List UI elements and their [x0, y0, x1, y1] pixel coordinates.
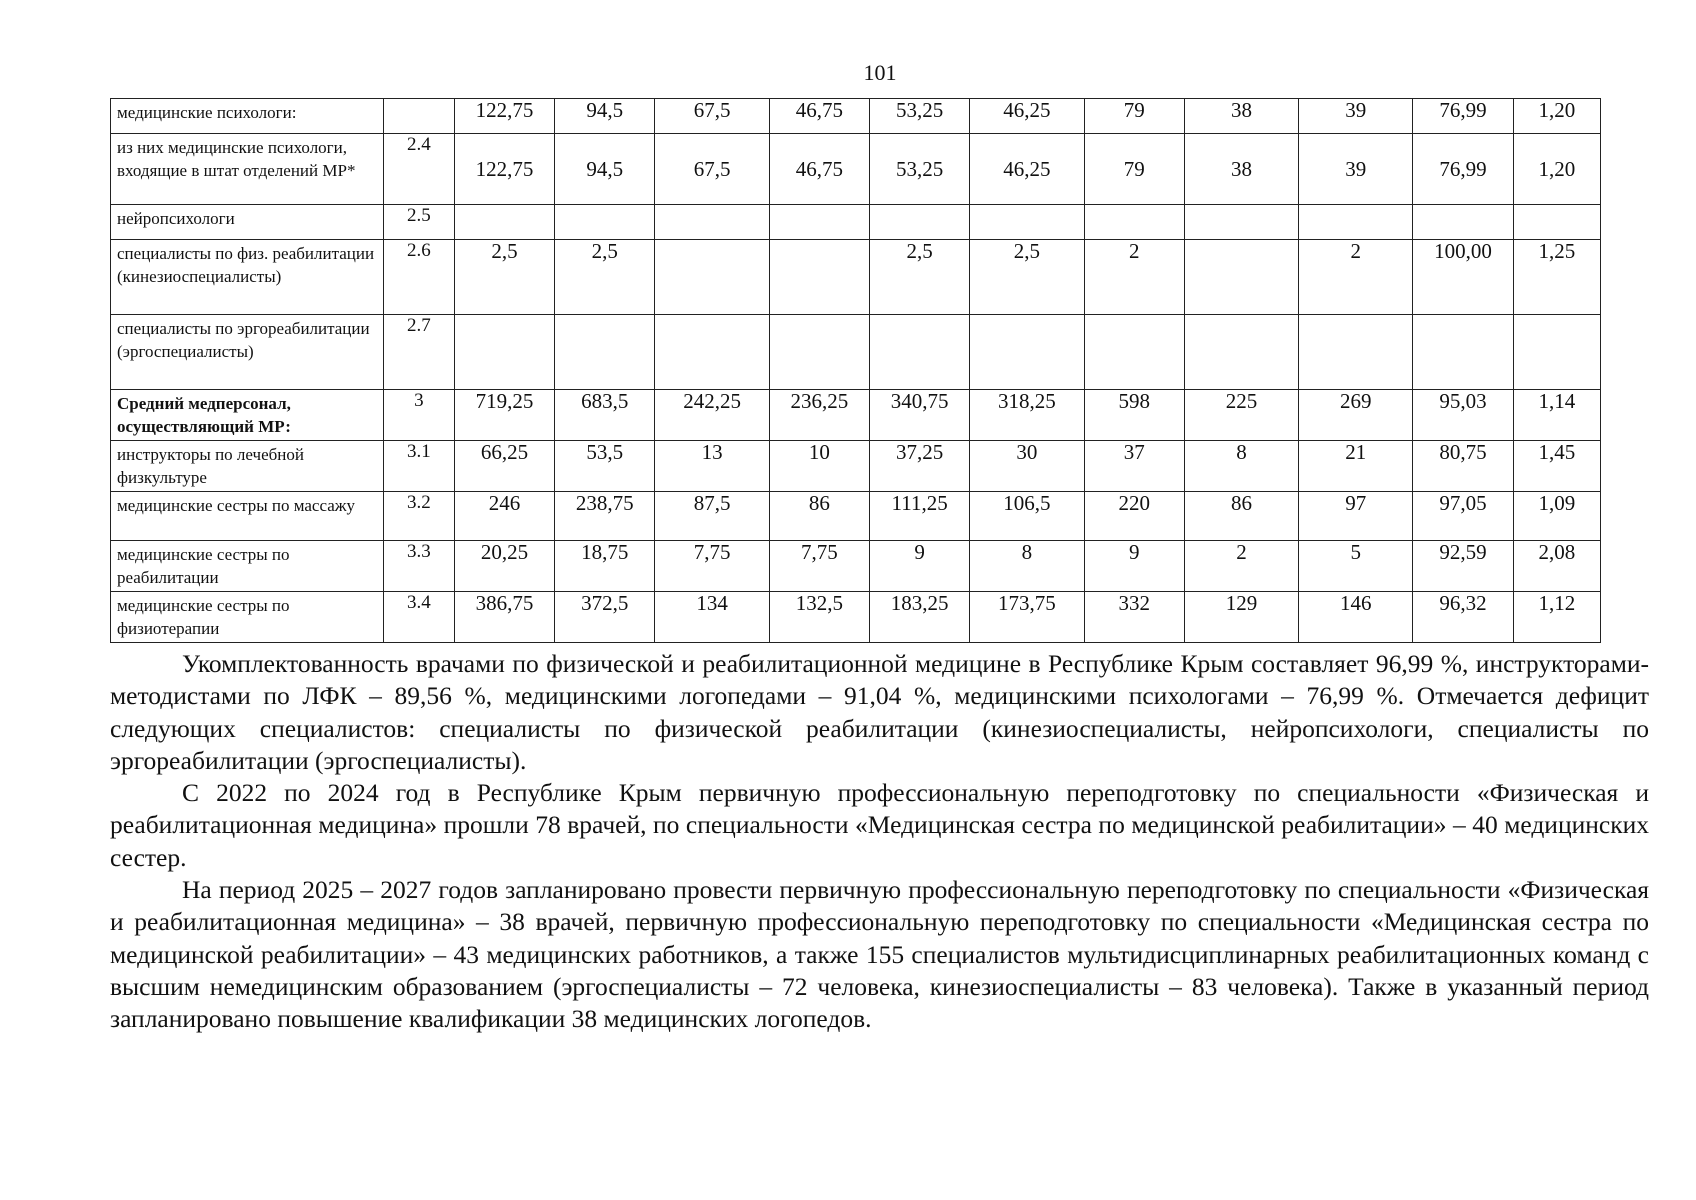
row-code: 2.6: [383, 240, 454, 315]
table-cell: [1413, 205, 1513, 240]
table-cell: 719,25: [454, 390, 554, 441]
row-label: из них медицинские психологи, входящие в штат отделений МР*: [111, 134, 384, 205]
table-cell: 1,45: [1513, 441, 1600, 492]
table-cell: 79: [1084, 99, 1184, 134]
table-cell: 1,25: [1513, 240, 1600, 315]
table-cell: [655, 240, 769, 315]
table-cell: 20,25: [454, 541, 554, 592]
table-cell: 53,25: [870, 99, 970, 134]
table-cell: 1,20: [1513, 99, 1600, 134]
table-cell: 2,08: [1513, 541, 1600, 592]
table-row: [111, 240, 1601, 315]
table-cell: 94,5: [555, 99, 655, 134]
table-row: [111, 492, 1601, 541]
table-cell: 318,25: [970, 390, 1084, 441]
table-cell: 173,75: [970, 592, 1084, 643]
table-cell: [1513, 315, 1600, 390]
row-code: 3: [383, 390, 454, 441]
table-cell: [769, 205, 869, 240]
table-cell: [870, 315, 970, 390]
table-cell: 129: [1184, 592, 1298, 643]
staffing-table: [110, 98, 1601, 643]
table-cell: 225: [1184, 390, 1298, 441]
table-cell: 7,75: [655, 541, 769, 592]
table-cell: 79: [1084, 134, 1184, 205]
table-cell: 13: [655, 441, 769, 492]
paragraph: Укомплектованность врачами по физической и реабилитационной медицине в Республике Крым составляет 96,99 %, инструкторами-методистами по ЛФК – 89,56 %, медицинскими логопедами – 91,04 %, медицинскими психологами – 76,99 %. Отмечается дефицит следующих специалистов: специалисты по физической реабилитации (кинезиоспециалисты, нейропсихологи, специалисты по эргореабилитации (эргоспециалисты).: [110, 649, 1649, 775]
table-cell: 46,75: [769, 99, 869, 134]
row-label: медицинские сестры по физиотерапии: [111, 592, 384, 643]
table-cell: [1413, 315, 1513, 390]
table-cell: 38: [1184, 99, 1298, 134]
table-cell: 242,25: [655, 390, 769, 441]
table-cell: 92,59: [1413, 541, 1513, 592]
table-cell: 1,20: [1513, 134, 1600, 205]
table-cell: 220: [1084, 492, 1184, 541]
table-cell: 46,75: [769, 134, 869, 205]
table-cell: 1,14: [1513, 390, 1600, 441]
table-cell: 372,5: [555, 592, 655, 643]
row-code: [383, 99, 454, 134]
table-cell: [970, 315, 1084, 390]
row-label: медицинские психологи:: [111, 99, 384, 134]
row-code: 3.3: [383, 541, 454, 592]
table-cell: 5: [1299, 541, 1413, 592]
table-cell: [769, 240, 869, 315]
table-cell: 94,5: [555, 134, 655, 205]
table-cell: 9: [1084, 541, 1184, 592]
table-row: [111, 390, 1601, 441]
table-cell: 53,25: [870, 134, 970, 205]
table-cell: 7,75: [769, 541, 869, 592]
table-cell: [454, 315, 554, 390]
table-cell: 238,75: [555, 492, 655, 541]
table-cell: 340,75: [870, 390, 970, 441]
table-cell: 53,5: [555, 441, 655, 492]
table-cell: [555, 315, 655, 390]
row-label: медицинские сестры по массажу: [111, 492, 384, 541]
table-cell: 598: [1084, 390, 1184, 441]
table-cell: 183,25: [870, 592, 970, 643]
row-code: 3.1: [383, 441, 454, 492]
table-cell: 86: [1184, 492, 1298, 541]
table-cell: 46,25: [970, 134, 1084, 205]
table-cell: [1513, 205, 1600, 240]
table-cell: 1,12: [1513, 592, 1600, 643]
table-cell: 2: [1299, 240, 1413, 315]
table-cell: [1184, 315, 1298, 390]
row-code: 2.4: [383, 134, 454, 205]
table-cell: 146: [1299, 592, 1413, 643]
table-cell: 8: [1184, 441, 1298, 492]
table-cell: 332: [1084, 592, 1184, 643]
table-cell: [970, 205, 1084, 240]
row-label: нейропсихологи: [111, 205, 384, 240]
table-cell: 39: [1299, 134, 1413, 205]
table-cell: [1184, 205, 1298, 240]
table-cell: 106,5: [970, 492, 1084, 541]
table-cell: 269: [1299, 390, 1413, 441]
table-cell: 8: [970, 541, 1084, 592]
table-cell: 1,09: [1513, 492, 1600, 541]
table-cell: [555, 205, 655, 240]
table-cell: 2: [1184, 541, 1298, 592]
table-cell: 21: [1299, 441, 1413, 492]
table-cell: 67,5: [655, 99, 769, 134]
paragraph: С 2022 по 2024 год в Республике Крым первичную профессиональную переподготовку по специальности «Физическая и реабилитационная медицина» прошли 78 врачей, по специальности «Медицинская сестра по медицинской реабилитации» – 40 медицинских сестер.: [110, 778, 1649, 872]
body-text: [110, 648, 1649, 1036]
table-cell: 38: [1184, 134, 1298, 205]
table-cell: 2,5: [970, 240, 1084, 315]
table-cell: [655, 205, 769, 240]
table-cell: 87,5: [655, 492, 769, 541]
table-cell: [1299, 205, 1413, 240]
table-cell: [1299, 315, 1413, 390]
table-row: [111, 441, 1601, 492]
row-code: 3.2: [383, 492, 454, 541]
table-cell: 122,75: [454, 134, 554, 205]
row-label: Средний медперсонал, осуществляющий МР:: [111, 390, 384, 441]
table-cell: 66,25: [454, 441, 554, 492]
table-cell: 39: [1299, 99, 1413, 134]
table-cell: 30: [970, 441, 1084, 492]
table-cell: 111,25: [870, 492, 970, 541]
table-cell: 96,32: [1413, 592, 1513, 643]
table-cell: 76,99: [1413, 99, 1513, 134]
table-cell: 46,25: [970, 99, 1084, 134]
row-label: инструкторы по лечебной физкультуре: [111, 441, 384, 492]
row-code: 2.7: [383, 315, 454, 390]
paragraph: На период 2025 – 2027 годов запланировано провести первичную профессиональную переподготовку по специальности «Физическая и реабилитационная медицина» – 38 врачей, первичную профессиональную переподготовку по специальности «Медицинская сестра по медицинской реабилитации» – 43 медицинских работников, а также 155 специалистов мультидисциплинарных реабилитационных команд с высшим немедицинским образованием (эргоспециалисты – 72 человека, кинезиоспециалисты – 83 человека). Также в указанный период запланировано повышение квалификации 38 медицинских логопедов.: [110, 875, 1649, 1034]
table-cell: 122,75: [454, 99, 554, 134]
row-label: медицинские сестры по реабилитации: [111, 541, 384, 592]
table-row: [111, 592, 1601, 643]
table-cell: [454, 205, 554, 240]
table-cell: 18,75: [555, 541, 655, 592]
row-label: специалисты по эргореабилитации (эргоспециалисты): [111, 315, 384, 390]
table-cell: 132,5: [769, 592, 869, 643]
page-number: 101: [863, 60, 897, 85]
table-cell: 683,5: [555, 390, 655, 441]
table-cell: 10: [769, 441, 869, 492]
table-cell: [870, 205, 970, 240]
table-cell: 95,03: [1413, 390, 1513, 441]
table-cell: 9: [870, 541, 970, 592]
table-cell: 2,5: [454, 240, 554, 315]
table-cell: 37,25: [870, 441, 970, 492]
table-cell: 97,05: [1413, 492, 1513, 541]
table-cell: 86: [769, 492, 869, 541]
table-row: [111, 315, 1601, 390]
table-row: [111, 541, 1601, 592]
row-code: 2.5: [383, 205, 454, 240]
table-cell: [769, 315, 869, 390]
table-cell: [1084, 205, 1184, 240]
table-cell: 134: [655, 592, 769, 643]
table-cell: 100,00: [1413, 240, 1513, 315]
table-row: [111, 134, 1601, 205]
row-code: 3.4: [383, 592, 454, 643]
table-cell: 67,5: [655, 134, 769, 205]
table-cell: 2: [1084, 240, 1184, 315]
table-row: [111, 205, 1601, 240]
table-cell: 97: [1299, 492, 1413, 541]
table-cell: 2,5: [870, 240, 970, 315]
table-cell: 37: [1084, 441, 1184, 492]
table-cell: 386,75: [454, 592, 554, 643]
table-cell: [1084, 315, 1184, 390]
table-cell: [655, 315, 769, 390]
table-cell: 80,75: [1413, 441, 1513, 492]
table-cell: 2,5: [555, 240, 655, 315]
table-row: [111, 99, 1601, 134]
table-cell: 236,25: [769, 390, 869, 441]
table-cell: [1184, 240, 1298, 315]
table-cell: 246: [454, 492, 554, 541]
table-cell: 76,99: [1413, 134, 1513, 205]
row-label: специалисты по физ. реабилитации (кинезиоспециалисты): [111, 240, 384, 315]
